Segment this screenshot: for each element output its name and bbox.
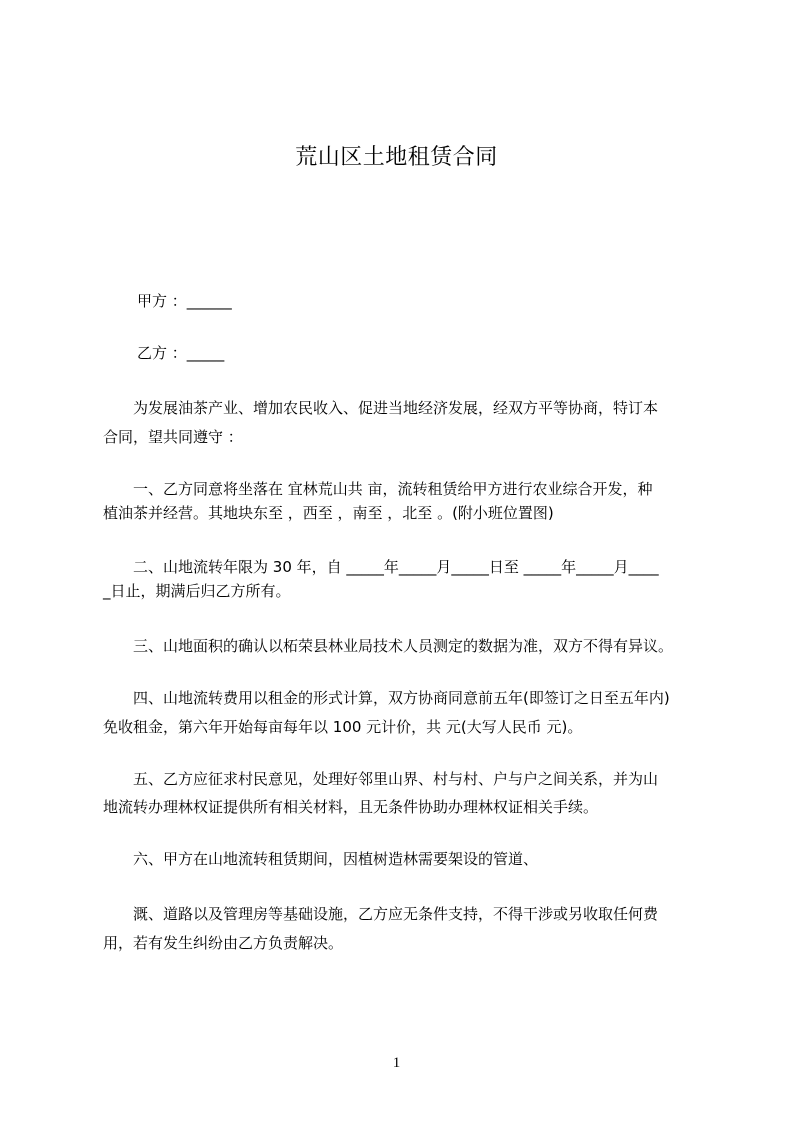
clause-line: 植油茶并经营。其地块东至 ，西至 ，南至 ，北至 。(附小班位置图) (103, 504, 554, 522)
clause-line: 一、乙方同意将坐落在 宜林荒山共 亩，流转租赁给甲方进行农业综合开发，种 (103, 480, 653, 498)
party-a-line: 甲方 ：______ (137, 292, 232, 310)
preamble-line: 为发展油茶产业、增加农民收入、促进当地经济发展，经双方平等协商，特订本 (103, 399, 659, 417)
party-b-line: 乙方 ：_____ (137, 344, 225, 362)
clause-line: 溉、道路以及管理房等基础设施，乙方应无条件支持，不得干涉或另收取任何费 (103, 905, 659, 923)
clause-line: 免收租金，第六年开始每亩每年以 100 元计价，共 元(大写人民币 元)。 (103, 718, 583, 736)
preamble-line: 合同，望共同遵守 ： (103, 428, 243, 446)
contract-title: 荒山区土地租赁合同 (295, 145, 498, 170)
page-number: 1 (392, 1055, 401, 1071)
clause-line: 地流转办理林权证提供所有相关材料，且无条件协助办理林权证相关手续。 (103, 798, 599, 816)
clause-line: 三、山地面积的确认以柘荣县林业局技术人员测定的数据为准，双方不得有异议。 (103, 637, 674, 655)
clause-line: _日止，期满后归乙方所有。 (103, 582, 291, 600)
clause-line: 二、山地流转年限为 30 年，自 _____年_____月_____日至 _____年_____月____ (103, 558, 659, 576)
clause-line: 六、甲方在山地流转租赁期间，因植树造林需要架设的管道、 (103, 850, 539, 868)
clause-line: 四、山地流转费用以租金的形式计算，双方协商同意前五年(即签订之日至五年内) (103, 689, 670, 707)
clause-line: 五、乙方应征求村民意见，处理好邻里山界、村与村、户与户之间关系，并为山 (103, 770, 659, 788)
clause-line: 用，若有发生纠纷由乙方负责解决。 (103, 934, 344, 952)
